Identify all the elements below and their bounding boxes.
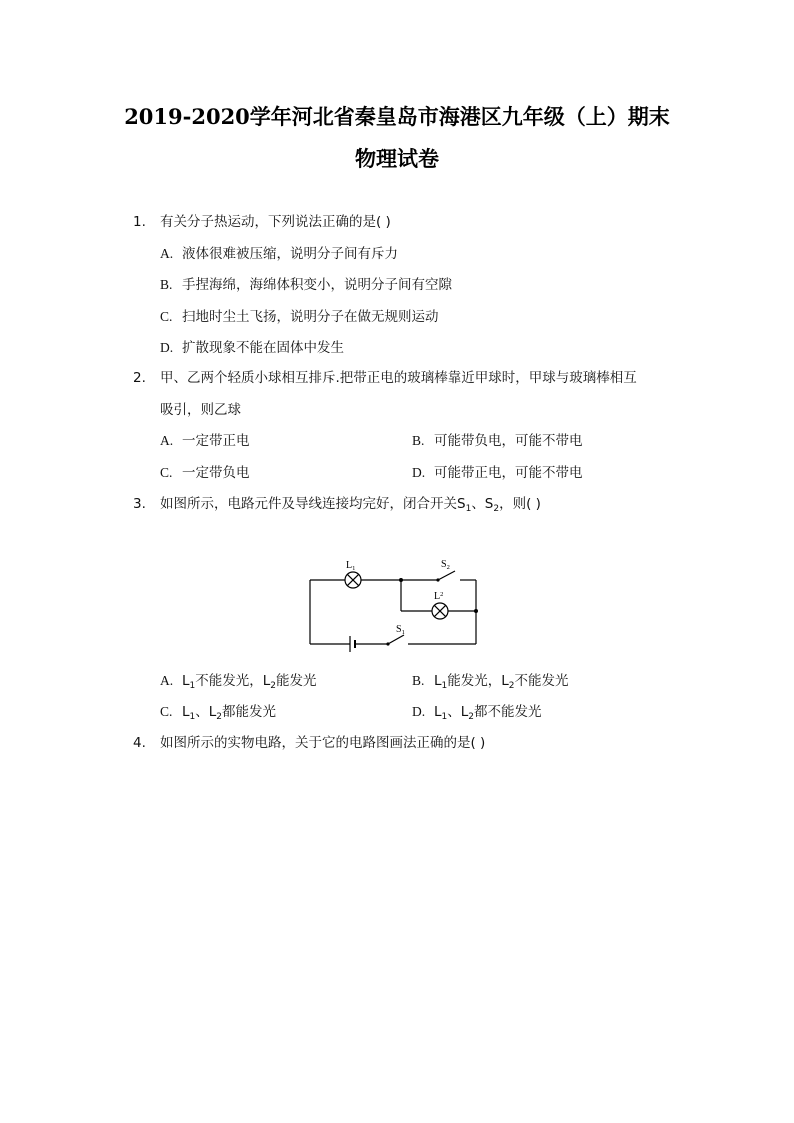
switch-s2-label: $S_2$ (441, 559, 450, 571)
question-text: 如图所示的实物电路，关于它的电路图画法正确的是( ) (160, 735, 486, 751)
q2-option-d (412, 464, 583, 482)
q3-option-a (160, 672, 317, 690)
circuit-diagram (300, 552, 490, 657)
q1-option-a (160, 245, 398, 263)
option-text: 液体很难被压缩，说明分子间有斥力 (182, 246, 398, 262)
option-letter: A. (160, 246, 174, 261)
page-title: 2019-2020学年河北省秦皇岛市海港区九年级（上）期末 (124, 104, 670, 129)
option-letter: A. (160, 673, 174, 688)
option-letter: D. (412, 465, 426, 480)
q2-option-b (412, 432, 583, 450)
option-text: 扫地时尘土飞扬，说明分子在做无规则运动 (182, 309, 439, 325)
question-number: 4. (133, 735, 146, 751)
option-letter: C. (160, 465, 173, 480)
option-text: $L_1$、$L_2$都不能发光 (434, 704, 542, 722)
switch-s1-label: $S_1$ (396, 624, 405, 636)
question-number: 2. (133, 370, 146, 386)
question-number: 1. (133, 214, 146, 230)
q3-option-c (160, 703, 276, 721)
question-text: 如图所示，电路元件及导线连接均完好，闭合开关$S_1$、$S_2$，则( ) (160, 496, 541, 514)
option-text: $L_1$不能发光，$L_2$能发光 (182, 673, 317, 691)
option-text: 手捏海绵，海绵体积变小，说明分子间有空隙 (182, 277, 452, 293)
q2-option-a (160, 432, 250, 450)
q3-option-b (412, 672, 569, 690)
q2-option-c (160, 464, 250, 482)
question-text: 有关分子热运动，下列说法正确的是( ) (160, 214, 391, 230)
q1-option-c (160, 308, 439, 326)
option-text: 可能带正电，可能不带电 (434, 465, 583, 481)
option-text: 扩散现象不能在固体中发生 (182, 340, 344, 356)
question-number: 3. (133, 496, 146, 512)
option-text: $L_1$能发光，$L_2$不能发光 (434, 673, 569, 691)
question-text-line2: 吸引，则乙球 (160, 402, 241, 418)
lamp-l1-label: $L_1$ (346, 560, 356, 572)
lamp-l2-label: $L^2$ (434, 591, 444, 602)
option-letter: A. (160, 433, 174, 448)
page-subtitle: 物理试卷 (355, 146, 439, 171)
option-text: $L_1$、$L_2$都能发光 (182, 704, 277, 722)
option-letter: B. (160, 277, 173, 292)
option-letter: B. (412, 433, 425, 448)
option-letter: C. (160, 704, 173, 719)
option-text: 一定带负电 (182, 465, 250, 481)
option-text: 可能带负电，可能不带电 (434, 433, 583, 449)
switch-pivot (436, 578, 439, 581)
switch-s1-icon (388, 635, 404, 644)
switch-s2-icon (438, 571, 455, 580)
option-letter: D. (412, 704, 426, 719)
option-letter: C. (160, 309, 173, 324)
q1-option-b (160, 276, 452, 294)
option-letter: B. (412, 673, 425, 688)
q1-option-d (160, 339, 344, 357)
option-letter: D. (160, 340, 174, 355)
switch-pivot (386, 642, 389, 645)
junction-dot (399, 578, 403, 582)
q3-option-d (412, 703, 542, 721)
option-text: 一定带正电 (182, 433, 250, 449)
junction-dot (474, 609, 478, 613)
question-text-line1: 甲、乙两个轻质小球相互排斥.把带正电的玻璃棒靠近甲球时，甲球与玻璃棒相互 (160, 370, 637, 386)
